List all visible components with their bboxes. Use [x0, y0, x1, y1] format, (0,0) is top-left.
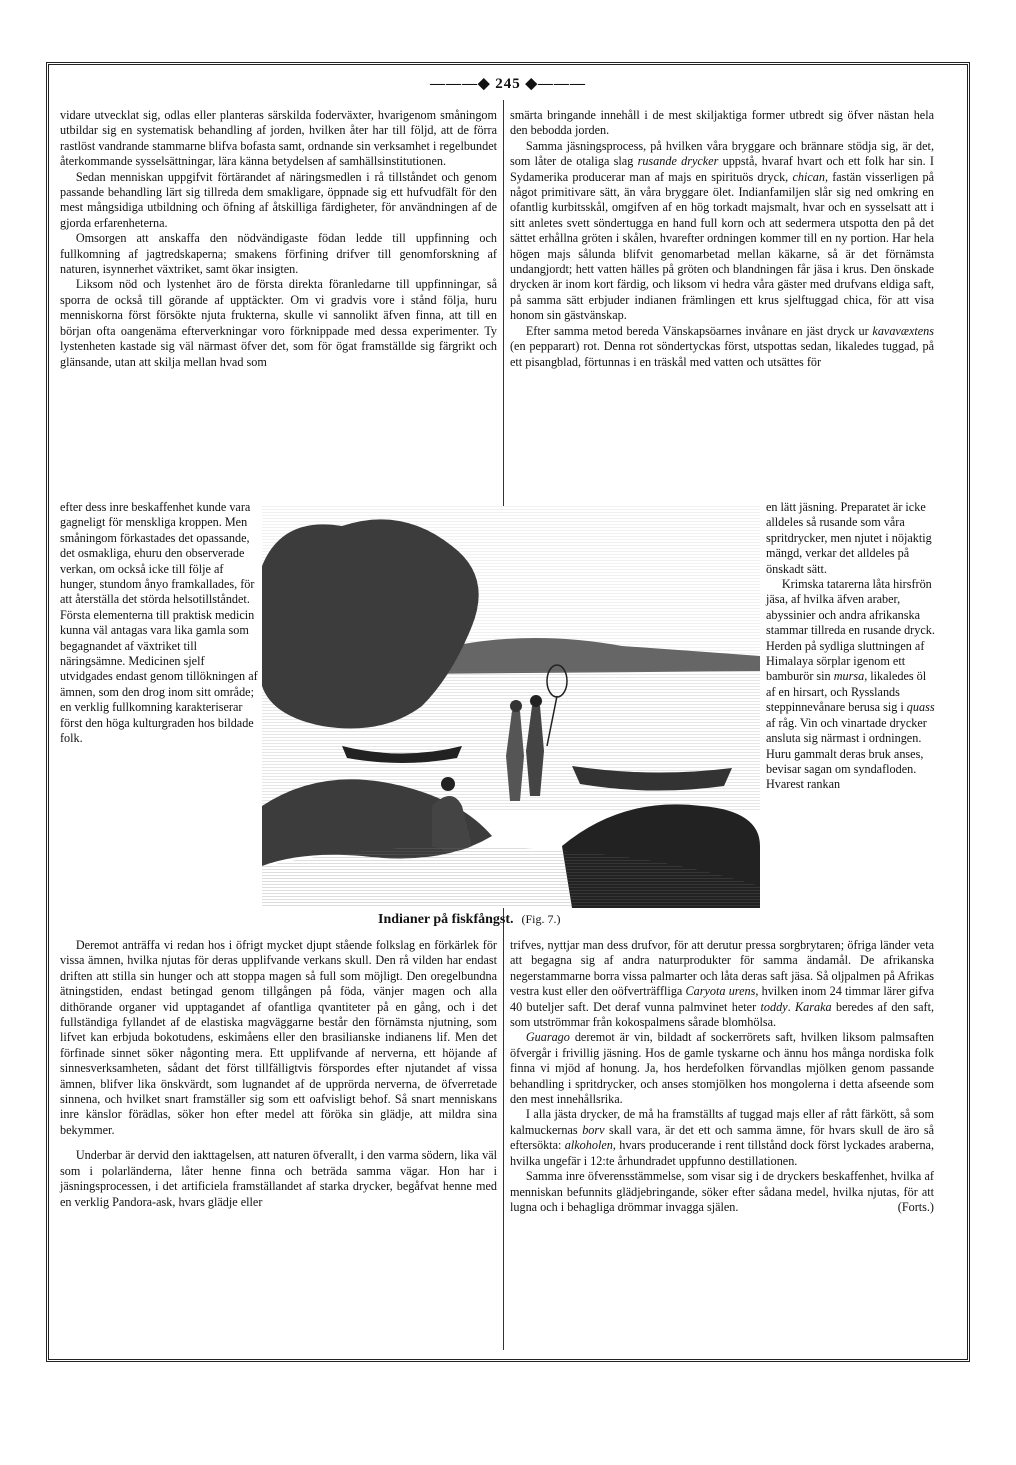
left-wrap-column [60, 500, 258, 747]
text-run: Samma inre öfverensstämmelse, som visar sig i de dryckers beskaffenhet, hvilka af menniskan befunnits glädjebringande, söker efter sådana medel, hvilka njutas, för att lugna och i behagliga drömmar invagga själen. [510, 1169, 934, 1214]
italic-term: quass [906, 700, 935, 715]
italic-term: mursa [833, 669, 865, 684]
left-column-top [60, 108, 497, 370]
paragraph [510, 1169, 934, 1215]
paragraph: Omsorgen att anskaffa den nödvändigaste födan ledde till uppfinning och fullkomning af jagtredskaperna; smakens förfining drifver till genomforskning af naturen, isynnerhet växtriket, samt ökar insigten. [60, 231, 497, 277]
engraving-illustration [262, 506, 760, 908]
right-wrap-column [766, 500, 936, 793]
paragraph: en lätt jäsning. Preparatet är icke alldeles så rusande som våra spritdrycker, men njutet i nöjaktig mängd, verkar det alldeles på önskadt sätt. [766, 500, 932, 576]
italic-term: alkoholen [564, 1138, 613, 1153]
italic-term: rusande drycker [637, 154, 719, 169]
text-run: , fastän visserligen på något primitivare sätt, än våra bryggare ölet. Indianfamiljen slår sig ned omkring en ofantlig kurbitsskål, omgifven af en hög torkadt majsmalt, hvar och en sysselsatt att i sitt anletes svett söndertugga en hand full korn och att sedermera utspotta den på det sättet erhållna gröten i skålen, hvarefter ordningen kommer till en ny portion. Har hela högen majs sålunda blifvit genomarbetad mellan käkarne, så är det förnämsta undangjordt; hett vatten hälles på gröten och blandningen får jäsa i krus. Den önskade drycken är inom kort färdig, och liksom vi hedra våra gäster med drufvans eldiga saft, på samma sätt erbjuder indianen främlingen ett krus sjelftuggad chica, för att visa honom sin gästvänskap. [510, 169, 935, 323]
text-run: deremot är vin, bildadt af sockerrörets saft, hvilken liksom palmsaften öfvergår i frivillig jäsning. Hos de gamle tyskarne och ännu hos många nordiska folk finna vi mjöd af honung. Ja, hos herdefolken förvandlas mjölken genom passande behandling i spritdrycker, och anses stomjölken hos mongolerna i detta afseende som den mest innehållsrika. [510, 1030, 934, 1107]
page-number-right-ornament: ◆——— [520, 76, 587, 92]
text-run: Efter samma metod bereda Vänskapsöarnes invånare en jäst dryck ur [525, 323, 869, 338]
text-run: trifves, nyttjar man dess drufvor, för att derutur pressa sorgbrytaren; öfriga länder veta att begagna sig af andra naturprodukter för samma ändamål. De afrikanska negerstammarne borra vissa palmarter och låta deras saft jäsa. Så oljpalmen på Afrikas vestra kust eller den oöfverträffliga [510, 938, 934, 999]
italic-term: chican [792, 169, 825, 184]
paragraph [510, 1107, 934, 1169]
continued-marker: (Forts.) [897, 1199, 934, 1214]
left-column-bottom [60, 938, 497, 1210]
right-column-top [510, 108, 934, 370]
paragraph [510, 1030, 934, 1107]
right-column-bottom [510, 938, 934, 1215]
text-run: , hvars producerande i rent tillstånd dock först lyckades araberna, hvilka ungefär i 12:te århundradet uppfunno destillationen. [510, 1138, 935, 1168]
text-run: I alla jästa drycker, de må ha framställts af tuggad majs eller af rått färkött, så som kalmuckernas [510, 1107, 934, 1137]
text-run: , hvilken inom 24 timmar lärer gifva 40 buteljer saft. Det deraf vunna palmvinet heter [510, 984, 934, 1014]
paragraph [510, 324, 934, 370]
page-number [0, 74, 1016, 93]
paragraph: vidare utvecklat sig, odlas eller planteras särskilda foderväxter, hvarigenom småningom utbildar sig en systematisk behandling af jorden, hvilken åter har till följd, att de förra rastlöst vandrande stammarne blifva bofasta samt, ordnande sin verksamhet i regelbundet återkommande sysselsättningar, lära känna betydelsen af samhällsinstitutionen. [60, 108, 497, 169]
text-run: af råg. Vin och vinartade drycker ansluta sig närmast i ordningen. Huru gammalt deras bruk anses, bevisar sagan om syndafloden. Hvarest rankan [766, 715, 927, 792]
paragraph: Deremot anträffa vi redan hos i öfrigt mycket djupt stående folkslag en förkärlek för vissa ämnen, hvilka njutas för deras upplifvande verkans skull. Den rå vilden har endast driften att stilla sin hunger och att stoppa magen så full som möjligt. Den oregelbundna ätningstiden, endast betingad genom tillgången på föda, vänjer magen och alla dithörande organer vid upptagandet af ofantliga qvantiteter på en gång, och i det fullständiga fyllandet af de elastiska magväggarne består den förnämsta njutning, som lifvet kan erbjuda bokotudens, eskimåens eller den brasilianske indianens lif. Men det förfinade sinnet söker någonting mera. Ett upplifvande af nerverna, ett höjande af sinnesverksamheten, sådant det först tillfälligtvis förspordes efter njutandet af vissa ämnen, blifver lika önskvärdt, som lugnandet af de upprörda nerverna, de öfverretade sinnena, och hvilket snart framställer sig som ett oafvisligt behof. Så snart menniskans inre känslor förädlas, söker hon efter medel att föröka sin glädje, att mildra sina bekymmer. [60, 938, 497, 1137]
text-run: (en pepparart) rot. Denna rot söndertyckas först, utspottas sedan, likaledes tuggad, på ett pisangblad, förtunnas i en träskål med vatten och utsättes för [510, 339, 934, 369]
paragraph: Underbar är dervid den iakttagelsen, att naturen öfverallt, i den varma södern, lika väl som i polarländerna, låter henne finna och beträda samma vägar. Hon har i jäsningsprocessen, i det artificiela framställandet af starka drycker, begåfvat henne med en verklig Pandora-ask, hvars glädje eller [60, 1148, 497, 1209]
text-run: beredes af den saft, som utströmmar från kokospalmens sårade blomhölsa. [510, 999, 935, 1030]
italic-term: kavavæxtens [872, 323, 934, 338]
caption-title: Indianer på fiskfångst. [378, 912, 514, 927]
italic-term: toddy [760, 999, 788, 1014]
text-run: uppstå, hvaraf hvart och ett folk har sin. I Sydamerika producerar man af majs en spirituös dryck, [510, 154, 934, 184]
figure-caption [378, 912, 561, 928]
text-run: . [787, 999, 791, 1014]
page-number-left-ornament: ———◆ [429, 76, 496, 92]
text-run: skall vara, är det ett och samma ämne, för hvars skull de äro så eftersökta: [510, 1122, 935, 1153]
italic-term: Guarago [525, 1030, 570, 1045]
paragraph: Sedan menniskan uppgifvit förtärandet af näringsmedlen i rå tillståndet och genom passande behandling lärt sig tillreda dem smakligare, öppnade sig ett hufvudfält för den mest mångsidiga utbildning och öfning af åtskilliga färdigheter, för användningen af de gjorda erfarenheterna. [60, 169, 497, 230]
paragraph: Liksom nöd och lystenhet äro de första direkta föranledarne till uppfinningar, så sporra de också till görande af upptäckter. Om vi gradvis vore i stånd följa, huru menniskorna först försökte njuta frukterna, skulle vi sannolikt äfven finna, att till en början ofta oangenäma efterverkningar voro förknippade med dessa experimenter. Ty lystenheten kastade sig väl närmast öfver det, som för ögat framställde sig färgrikt och glänsande, utan att skilja mellan hvad som [60, 277, 497, 369]
figure-label: (Fig. 7.) [521, 912, 561, 926]
paragraph [510, 139, 934, 324]
italic-term: Karaka [795, 999, 832, 1014]
paragraph [510, 938, 934, 1030]
text-run: Krimska tatarerna låta hirsfrön jäsa, af hvilka äfven araber, abyssinier och andra afrikanska stammar tillreda en rusande dryck. Herden på sydliga sluttningen af Himalaya sörplar igenom ett bamburör sin [766, 577, 935, 684]
text-run: , likaledes öl af en hirsart, och Rysslands steppinnevånare berusa sig i [766, 669, 927, 715]
paragraph: smärta bringande innehåll i de mest skiljaktiga former utbredt sig öfver nästan hela den bebodda jorden. [510, 108, 934, 138]
italic-term: Caryota urens [685, 984, 756, 999]
text-run: Samma jäsningsprocess, på hvilken våra bryggare och brännare stödja sig, är det, som låter de otaliga slag [510, 138, 934, 169]
italic-term: borv [582, 1122, 605, 1137]
fishing-scene-image [262, 506, 760, 908]
page-number-value: 245 [495, 76, 521, 92]
paragraph [766, 577, 936, 793]
paragraph: efter dess inre beskaffenhet kunde vara gagneligt för menskliga kroppen. Men småningom förkastades det opassande, det osmakliga, ehuru den observerade verkan, om också icke till följe af hunger, stundom ånyo framkallades, för att återställa det störda helsotillståndet. Första elementerna till praktisk medicin kunna väl antagas vara lika gamla som begagnandet af växtriket till näringsämne. Medicinen sjelf utvidgades endast genom tillökningen af ämnen, som den drog inom sitt område; en verklig fullkomning karakteriserar först den höga kulturgraden hos bildade folk. [60, 500, 258, 746]
